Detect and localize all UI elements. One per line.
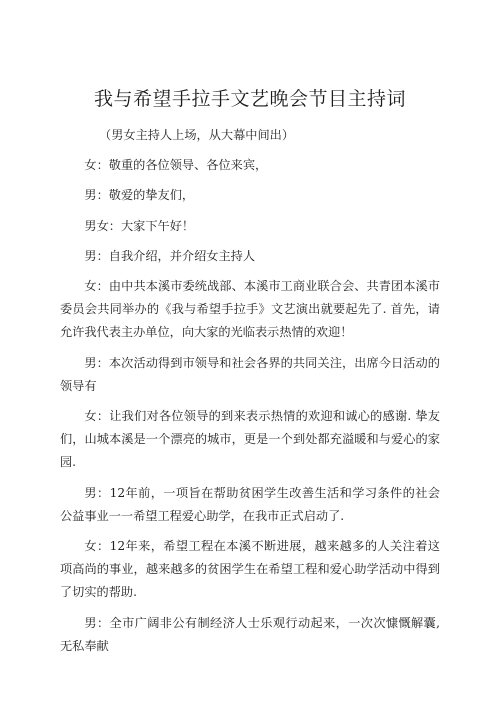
- document-body: [60, 124, 440, 665]
- document-title: 我与希望手拉手文艺晚会节目主持词: [93, 88, 406, 110]
- stage-direction: （男女主持人上场，从大幕中间出）: [99, 128, 295, 142]
- dialogue-paragraph: 女：让我们对各位领导的到来表示热情的欢迎和诚心的感谢. 挚友们，山城本溪是一个漂亮的城市，更是一个到处都充溢暖和与爱心的家园.: [60, 409, 440, 470]
- dialogue-paragraph: 女：由中共本溪市委统战部、本溪市工商业联合会、共青团本溪市委员会共同举办的《我与希望手拉手》文艺演出就要起先了. 首先，请允许我代表主办单位，向大家的光临表示热情的欢迎！: [60, 279, 440, 340]
- dialogue-paragraph: 男：全市广阔非公有制经济人士乐观行动起来，一次次慷慨解囊, 无私奉献: [60, 615, 440, 653]
- dialogue-paragraph: 女：12年来，希望工程在本溪不断进展，越来越多的人关注着这项高尚的事业，越来越多的贫困学生在希望工程和爱心助学活动中得到了切实的帮助.: [60, 539, 440, 600]
- dialogue-paragraph: 男女：大家下午好！: [84, 218, 195, 233]
- dialogue-paragraph: 男：本次活动得到市领导和社会各界的共同关注，出席今日活动的领导有: [60, 355, 440, 393]
- dialogue-paragraph: 女：敬重的各位领导、各位来宾，: [84, 158, 268, 173]
- dialogue-paragraph: 男：12年前，一项旨在帮助贫困学生改善生活和学习条件的社会公益事业一一希望工程爱心助学，在我市正式启动了.: [60, 485, 440, 523]
- dialogue-paragraph: 男：自我介绍，并介绍女主持人: [84, 248, 256, 263]
- dialogue-paragraph: 男：敬爱的挚友们，: [84, 188, 195, 203]
